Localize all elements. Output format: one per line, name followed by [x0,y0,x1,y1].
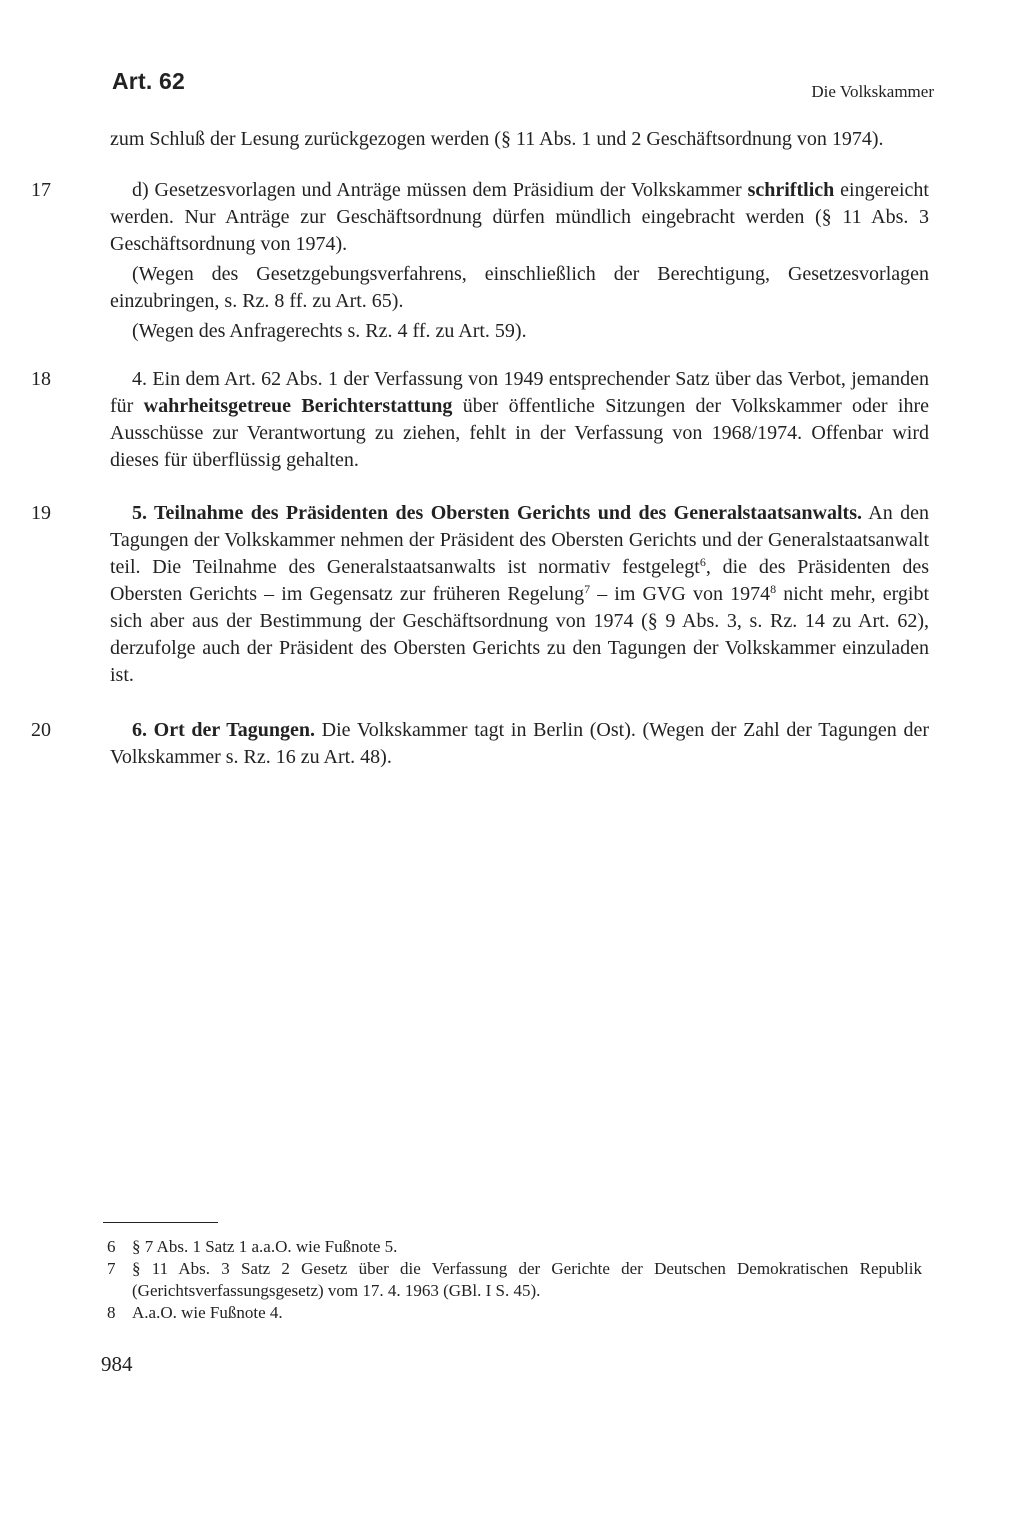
footnote [107,1302,922,1324]
footnotes [107,1236,922,1324]
margin-number: 19 [31,502,51,524]
bold-heading: 5. Teilnahme des Präsidenten des Obersten Gerichts und des Generalstaatsanwalts. [132,502,862,524]
paragraph-19 [31,500,930,689]
paragraph-17 [31,177,929,345]
page-number: 984 [101,1352,133,1376]
paragraph-text: d) Gesetzesvorlagen und Anträge müssen dem Präsidium der Volkskammer schriftlich eingereicht werden. Nur Anträge zur Geschäftsordnung dürfen mündlich eingebracht werden (§ 11 Abs. 3 Geschäftsordnung von 1974). [110,179,929,255]
bold-term: schriftlich [747,179,835,201]
footnote-text: § 7 Abs. 1 Satz 1 a.a.O. wie Fußnote 5. [132,1237,398,1256]
footnote-text: § 11 Abs. 3 Satz 2 Gesetz über die Verfassung der Gerichte der Deutschen Demokratischen Republik (Gerichtsverfassungsgesetz) vom 17. 4. 1963 (GBl. I S. 45). [132,1259,922,1300]
margin-number: 20 [31,719,51,741]
bold-term: wahrheitsgetreue Berichterstattung [143,395,453,417]
paragraph-text: 5. Teilnahme des Präsidenten des Obersten Gerichts und des Generalstaatsanwalts. An den Tagungen der Volkskammer nehmen der Präsident des Obersten Gerichts und der Generalstaatsanwalt teil. Die Teilnahme des Generalstaatsanwalts ist normativ festgelegt$^6$, die des Präsidenten des Obersten Gerichts – im Gegensatz zur früheren Regelung$^7$ – im GVG von 1974$^8$ nicht mehr, ergibt sich aber aus der Bestimmung der Geschäftsordnung von 1974 (§ 9 Abs. 3, s. Rz. 14 zu Art. 62), derzufolge auch der Präsident des Obersten Gerichts zu den Tagungen der Volkskammer einzuladen ist. [110,502,930,686]
paragraph-continuation [110,126,929,153]
paragraph-text: 4. Ein dem Art. 62 Abs. 1 der Verfassung von 1949 entsprechender Satz über das Verbot, jemanden für wahrheitsgetreue Berichterstattung über öffentliche Sitzungen der Volkskammer oder ihre Ausschüsse zur Verantwortung zu ziehen, fehlt in der Verfassung von 1968/1974. Offenbar wird dieses für überflüssig gehalten. [110,368,930,471]
footnote-ref[interactable]: 8 [770,582,777,596]
footnote-ref[interactable]: 6 [699,555,706,569]
paragraph-20 [31,717,930,771]
footnote-text: A.a.O. wie Fußnote 4. [132,1303,283,1322]
footnote-number: 6 [107,1237,116,1256]
footnote [107,1236,922,1258]
paragraph-note: (Wegen des Gesetzgebungsverfahrens, einschließlich der Berechtigung, Gesetzesvorlagen einzubringen, s. Rz. 8 ff. zu Art. 65). [110,263,929,312]
paragraph-text: zum Schluß der Lesung zurückgezogen werden (§ 11 Abs. 1 und 2 Geschäftsordnung von 1974). [110,128,884,150]
footnote-ref[interactable]: 7 [584,582,591,596]
footnote-separator [103,1222,218,1223]
paragraph-note: (Wegen des Anfragerechts s. Rz. 4 ff. zu Art. 59). [132,320,527,342]
footnote-number: 7 [107,1259,116,1278]
footnote-number: 8 [107,1303,116,1322]
margin-number: 17 [31,179,51,201]
article-heading: Art. 62 [112,68,185,94]
paragraph-text: 6. Ort der Tagungen. Die Volkskammer tagt in Berlin (Ost). (Wegen der Zahl der Tagungen der Volkskammer s. Rz. 16 zu Art. 48). [110,719,930,768]
margin-number: 18 [31,368,51,390]
paragraph-18 [31,366,930,474]
bold-heading: 6. Ort der Tagungen. [132,719,315,741]
footnote [107,1258,922,1302]
running-title: Die Volkskammer [811,82,934,101]
